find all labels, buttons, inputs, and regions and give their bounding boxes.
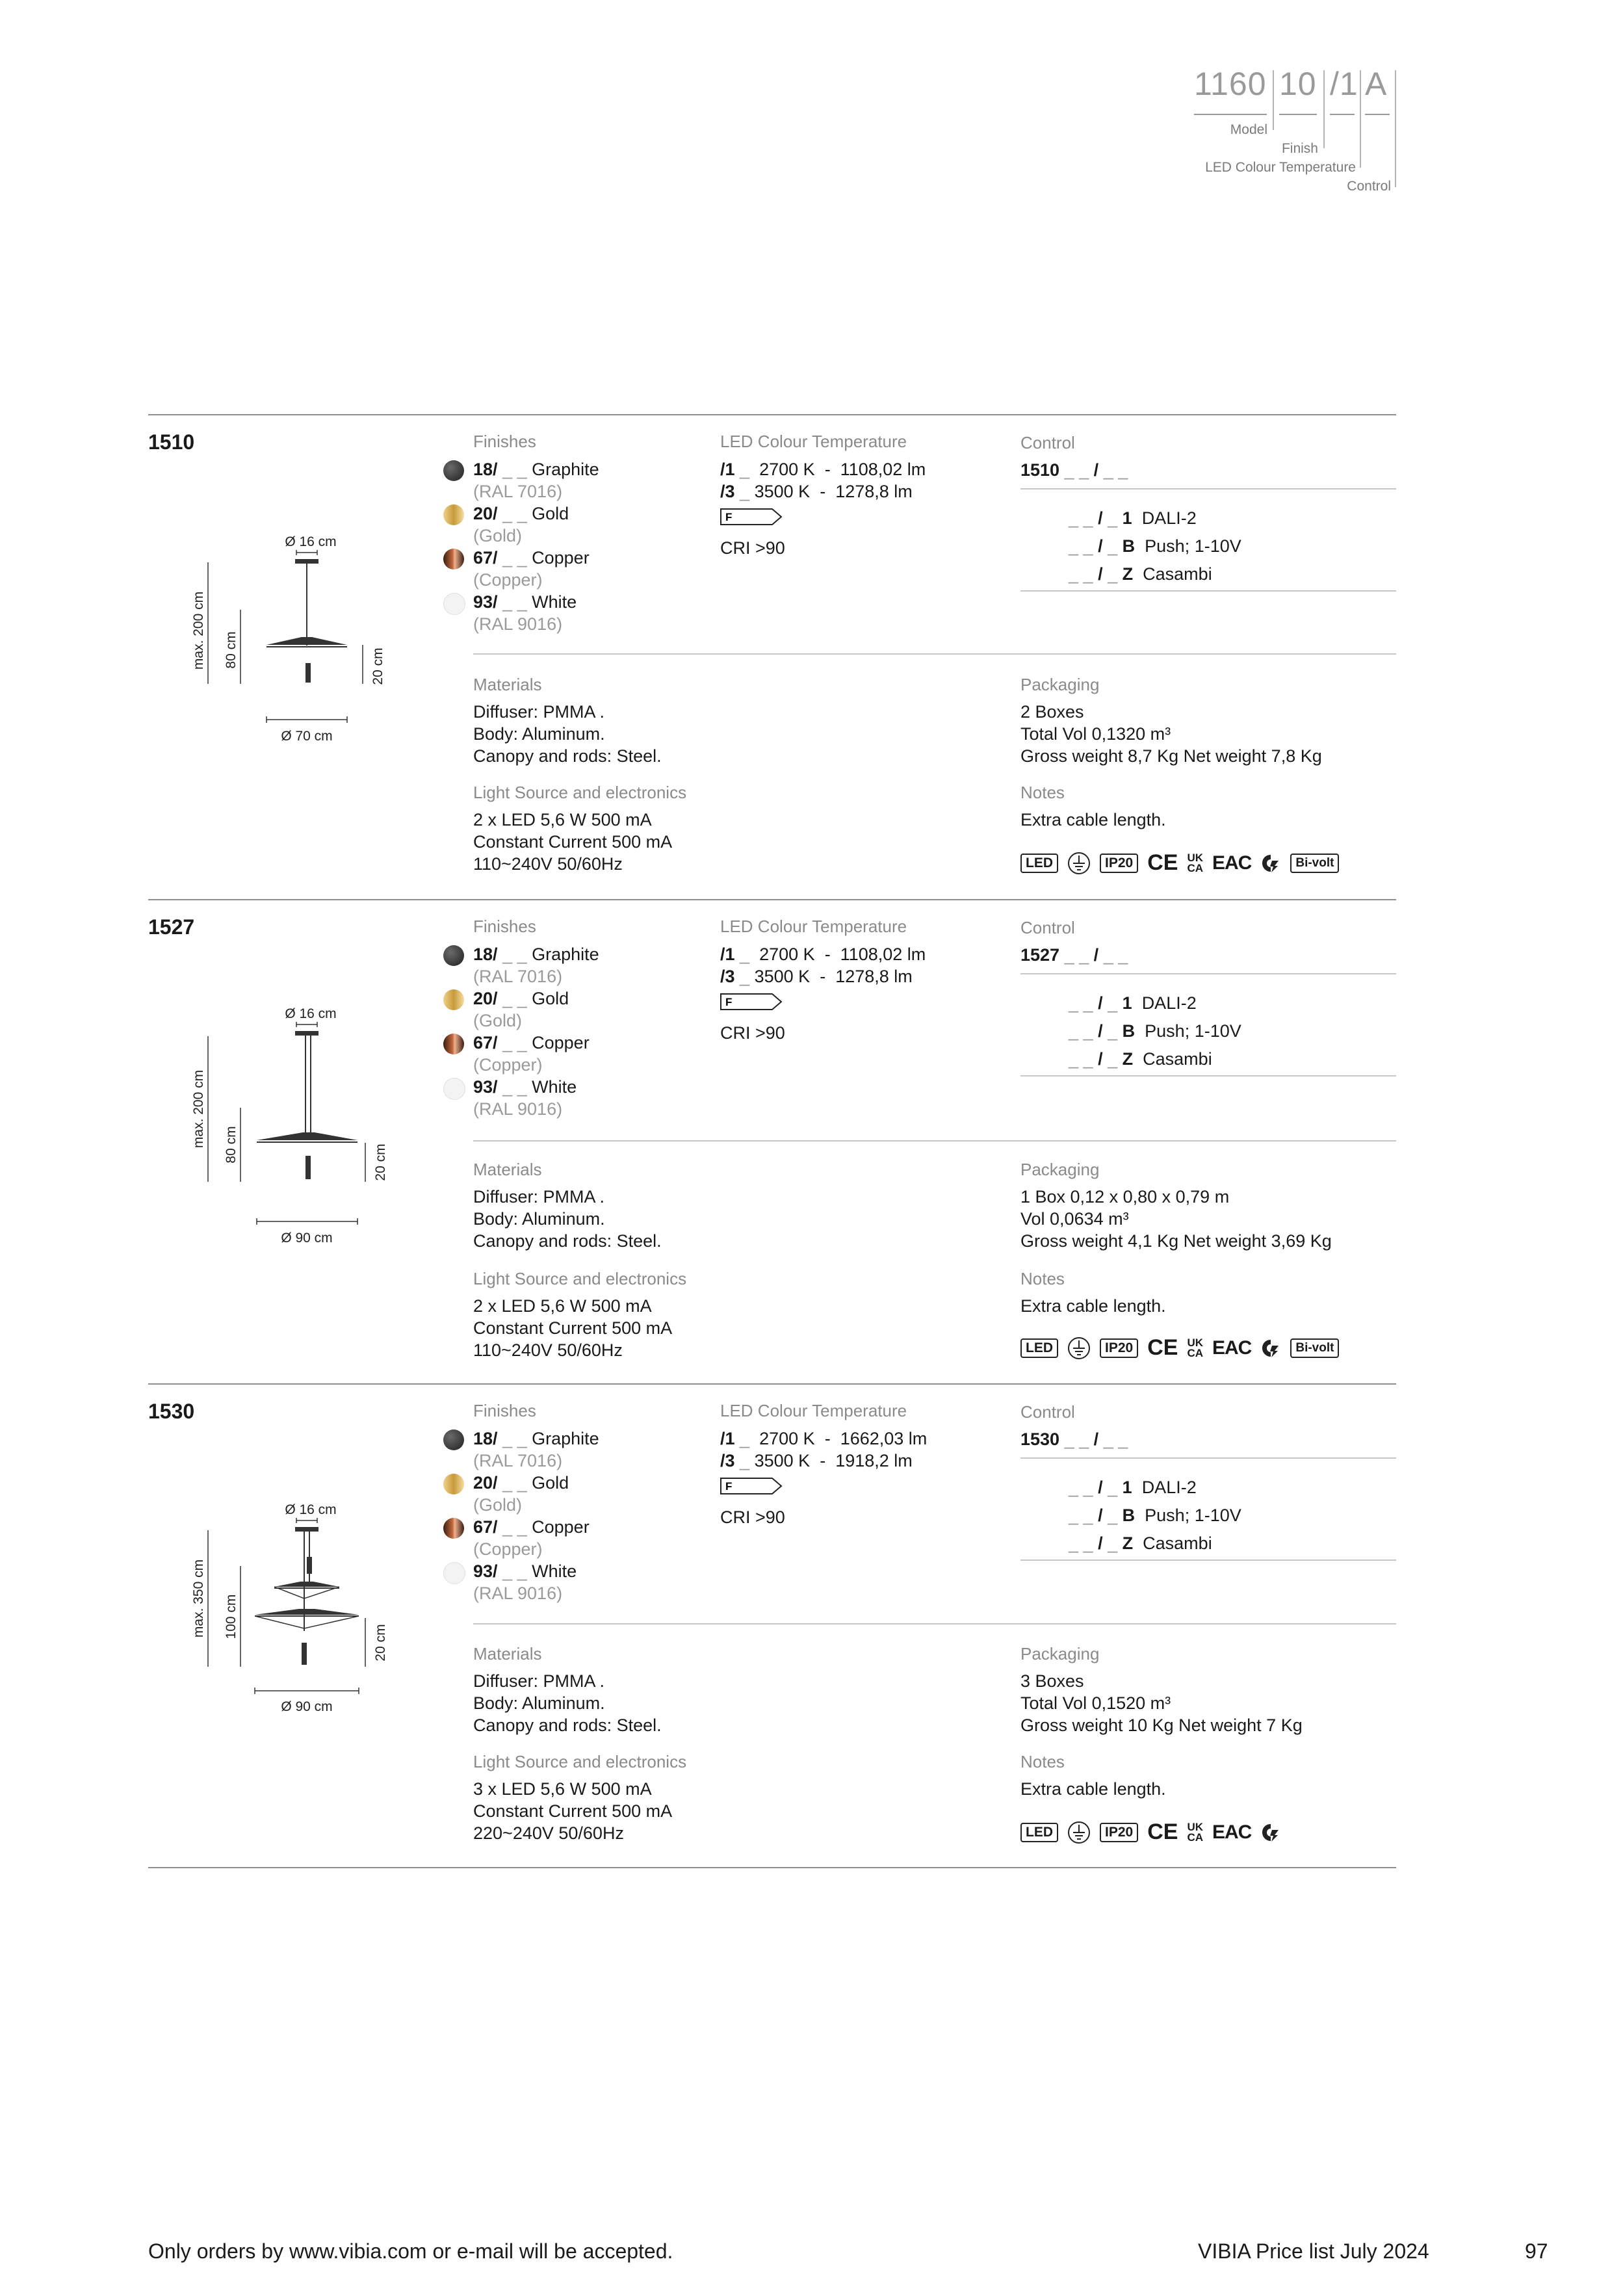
- dim-diameter-label: Ø 70 cm: [281, 729, 333, 744]
- legend-divider: [1273, 70, 1274, 130]
- diffuser: [257, 1132, 357, 1140]
- led-badge: LED: [1020, 1823, 1058, 1842]
- light-source-line: 2 x LED 5,6 W 500 mA: [473, 1296, 652, 1316]
- led-option: /1 _ 2700 K - 1108,02 lm: [720, 460, 926, 479]
- legend-finish: Finish: [1281, 141, 1318, 156]
- ground-icon: [1067, 852, 1091, 875]
- finish-copper: 67/ _ _ Copper: [473, 1033, 590, 1052]
- energy-class-label: F: [725, 511, 733, 523]
- finish-gold-sub: (Gold): [473, 526, 523, 545]
- code-model: 1160: [1194, 66, 1267, 102]
- finish-graphite: 18/ _ _ Graphite: [473, 945, 599, 964]
- finishes-label: Finishes: [473, 432, 536, 451]
- led-option: /3 _ 3500 K - 1278,8 lm: [720, 967, 913, 986]
- dim-canopy-label: Ø 16 cm: [285, 1006, 337, 1021]
- material-line: Diffuser: PMMA .: [473, 1671, 605, 1691]
- finishes-label: Finishes: [473, 917, 536, 936]
- control-option: _ _ / _ Z Casambi: [1069, 1533, 1212, 1553]
- control-divider: [1020, 1559, 1396, 1561]
- energy-efficiency-icon: [1260, 1822, 1281, 1843]
- energy-efficiency-icon: [1260, 853, 1281, 874]
- footer-order-note: Only orders by www.vibia.com or e-mail will be accepted.: [148, 2239, 673, 2263]
- dim-diameter-label: Ø 90 cm: [281, 1231, 333, 1246]
- code-led: /1: [1330, 66, 1358, 102]
- canopy: [295, 1031, 318, 1036]
- material-line: Body: Aluminum.: [473, 724, 605, 744]
- diffuser: [274, 1582, 339, 1587]
- light-source-line: Constant Current 500 mA: [473, 1318, 673, 1338]
- light-source-line: 220~240V 50/60Hz: [473, 1823, 624, 1843]
- pendant-drawing: [175, 533, 409, 748]
- control-option: _ _ / _ Z Casambi: [1069, 564, 1212, 584]
- section-divider: [148, 1867, 1396, 1868]
- packaging-label: Packaging: [1020, 1644, 1100, 1663]
- light-source-line: Constant Current 500 mA: [473, 832, 673, 852]
- packaging-line: Vol 0,0634 m³: [1020, 1209, 1129, 1229]
- section-inner-divider: [473, 653, 1396, 655]
- finish-white-ral: (RAL 9016): [473, 1584, 563, 1603]
- section-inner-divider: [473, 1140, 1396, 1141]
- finish-white: 93/ _ _ White: [473, 1077, 577, 1097]
- finish-graphite-ral: (RAL 7016): [473, 1451, 563, 1470]
- led-option: /3 _ 3500 K - 1918,2 lm: [720, 1451, 913, 1470]
- ce-mark: CE: [1147, 1820, 1178, 1844]
- page-number: 97: [1525, 2239, 1548, 2263]
- material-line: Canopy and rods: Steel.: [473, 746, 662, 766]
- certification-icons: [1020, 1820, 1281, 1845]
- section-inner-divider: [473, 1623, 1396, 1624]
- certification-icons: [1020, 850, 1339, 876]
- light-source: [305, 1156, 311, 1179]
- led-label: LED Colour Temperature: [720, 1401, 907, 1420]
- notes-text: Extra cable length.: [1020, 1296, 1166, 1316]
- dim-canopy-label: Ø 16 cm: [285, 1502, 337, 1517]
- dim-side-label: 20 cm: [373, 1624, 388, 1662]
- material-line: Body: Aluminum.: [473, 1209, 605, 1229]
- ground-icon: [1067, 1337, 1091, 1360]
- copper-swatch: [443, 1034, 464, 1054]
- led-label: LED Colour Temperature: [720, 432, 907, 451]
- packaging-label: Packaging: [1020, 675, 1100, 694]
- product-section: [0, 901, 1623, 1382]
- control-divider: [1020, 590, 1396, 592]
- product-section: [0, 416, 1623, 897]
- ce-mark: CE: [1147, 1335, 1178, 1360]
- dim-side-label: 20 cm: [370, 647, 385, 685]
- legend-underline: [1330, 114, 1355, 115]
- control-option: _ _ / _ Z Casambi: [1069, 1049, 1212, 1069]
- legend-underline: [1194, 114, 1267, 115]
- graphite-swatch: [443, 945, 464, 966]
- legend-divider: [1360, 70, 1361, 168]
- eac-mark: EAC: [1212, 1821, 1252, 1843]
- graphite-swatch: [443, 460, 464, 481]
- dim-side-label: 20 cm: [373, 1143, 388, 1181]
- ip20-badge: IP20: [1100, 1823, 1138, 1842]
- graphite-swatch: [443, 1429, 464, 1450]
- light-source-line: 110~240V 50/60Hz: [473, 1340, 623, 1360]
- energy-efficiency-icon: [1260, 1338, 1281, 1359]
- led-badge: LED: [1020, 854, 1058, 873]
- finish-graphite: 18/ _ _ Graphite: [473, 460, 599, 479]
- gold-swatch: [443, 1474, 464, 1494]
- finish-white-ral: (RAL 9016): [473, 614, 563, 634]
- bivolt-badge: Bi-volt: [1290, 1338, 1339, 1358]
- control-option: _ _ / _ 1 DALI-2: [1069, 993, 1197, 1013]
- control-option: _ _ / _ 1 DALI-2: [1069, 1478, 1197, 1497]
- legend-control: Control: [1347, 179, 1391, 194]
- control-code: 1530 _ _ / _ _: [1020, 1429, 1128, 1449]
- white-swatch: [443, 1562, 465, 1584]
- section-divider: [148, 899, 1396, 900]
- energy-class-label: F: [725, 996, 733, 1008]
- control-option: _ _ / _ B Push; 1-10V: [1069, 1506, 1241, 1525]
- control-label: Control: [1020, 433, 1075, 452]
- code-control: A: [1365, 66, 1388, 102]
- finish-gold: 20/ _ _ Gold: [473, 504, 569, 523]
- ce-mark: CE: [1147, 850, 1178, 875]
- canopy: [295, 1527, 318, 1532]
- ground-icon: [1067, 1821, 1091, 1844]
- legend-model: Model: [1230, 122, 1267, 137]
- light-source-label: Light Source and electronics: [473, 783, 687, 802]
- legend-underline: [1365, 114, 1390, 115]
- finish-copper: 67/ _ _ Copper: [473, 548, 590, 567]
- light-source-label: Light Source and electronics: [473, 1752, 687, 1771]
- control-label: Control: [1020, 1402, 1075, 1422]
- cri-value: CRI >90: [720, 1507, 785, 1527]
- legend-underline: [1279, 114, 1317, 115]
- model-number: 1527: [148, 915, 195, 939]
- diffuser: [266, 637, 347, 645]
- finish-copper: 67/ _ _ Copper: [473, 1517, 590, 1537]
- finish-copper-sub: (Copper): [473, 1055, 543, 1075]
- code-finish: 10: [1279, 66, 1317, 102]
- pendant-drawing: [175, 1005, 409, 1252]
- finish-white: 93/ _ _ White: [473, 592, 577, 612]
- finish-gold: 20/ _ _ Gold: [473, 1473, 569, 1493]
- section-divider: [148, 414, 1396, 415]
- materials-label: Materials: [473, 1160, 542, 1179]
- packaging-line: 1 Box 0,12 x 0,80 x 0,79 m: [1020, 1187, 1230, 1207]
- led-option: /1 _ 2700 K - 1662,03 lm: [720, 1429, 928, 1448]
- dim-diameter-label: Ø 90 cm: [281, 1699, 333, 1714]
- ukca-mark: UK CA: [1187, 1820, 1203, 1844]
- control-label: Control: [1020, 918, 1075, 937]
- dim-canopy-label: Ø 16 cm: [285, 534, 337, 549]
- materials-label: Materials: [473, 675, 542, 694]
- dim-mid-label: 80 cm: [224, 631, 239, 669]
- section-divider: [148, 1383, 1396, 1385]
- notes-label: Notes: [1020, 1269, 1065, 1288]
- dim-max-label: max. 200 cm: [191, 1069, 206, 1149]
- packaging-line: Gross weight 4,1 Kg Net weight 3,69 Kg: [1020, 1231, 1332, 1251]
- product-section: [0, 1385, 1623, 1866]
- finish-copper-sub: (Copper): [473, 570, 543, 590]
- dim-max-label: max. 350 cm: [191, 1559, 206, 1638]
- model-code-legend: [1183, 65, 1397, 202]
- led-option: /3 _ 3500 K - 1278,8 lm: [720, 482, 913, 501]
- finish-gold-sub: (Gold): [473, 1495, 523, 1515]
- energy-class-label: F: [725, 1480, 733, 1493]
- packaging-label: Packaging: [1020, 1160, 1100, 1179]
- finish-white-ral: (RAL 9016): [473, 1099, 563, 1119]
- light-source: [302, 1643, 307, 1665]
- pendant-drawing: [175, 1501, 409, 1722]
- material-line: Body: Aluminum.: [473, 1693, 605, 1713]
- notes-text: Extra cable length.: [1020, 1779, 1166, 1799]
- copper-swatch: [443, 1518, 464, 1539]
- dim-mid-label: 100 cm: [224, 1594, 239, 1639]
- packaging-line: Total Vol 0,1520 m³: [1020, 1693, 1171, 1713]
- control-option: _ _ / _ 1 DALI-2: [1069, 508, 1197, 528]
- led-label: LED Colour Temperature: [720, 917, 907, 936]
- finish-graphite-ral: (RAL 7016): [473, 482, 563, 501]
- control-divider: [1020, 1457, 1396, 1459]
- light-source: [305, 663, 311, 683]
- canopy: [295, 559, 318, 564]
- ukca-mark: UK CA: [1187, 851, 1203, 874]
- copper-swatch: [443, 549, 464, 569]
- control-option: _ _ / _ B Push; 1-10V: [1069, 536, 1241, 556]
- eac-mark: EAC: [1212, 852, 1252, 874]
- dim-mid-label: 80 cm: [224, 1126, 239, 1164]
- notes-label: Notes: [1020, 783, 1065, 802]
- energy-class-badge: [720, 1478, 783, 1494]
- legend-divider: [1323, 70, 1325, 148]
- light-source-line: 2 x LED 5,6 W 500 mA: [473, 810, 652, 829]
- finish-copper-sub: (Copper): [473, 1539, 543, 1559]
- finish-graphite: 18/ _ _ Graphite: [473, 1429, 599, 1448]
- white-swatch: [443, 1078, 465, 1100]
- bivolt-badge: Bi-volt: [1290, 854, 1339, 873]
- control-divider: [1020, 973, 1396, 974]
- material-line: Canopy and rods: Steel.: [473, 1231, 662, 1251]
- led-option: /1 _ 2700 K - 1108,02 lm: [720, 945, 926, 964]
- notes-label: Notes: [1020, 1752, 1065, 1771]
- finishes-label: Finishes: [473, 1401, 536, 1420]
- dim-max-label: max. 200 cm: [191, 591, 206, 670]
- led-badge: LED: [1020, 1338, 1058, 1358]
- control-divider: [1020, 488, 1396, 489]
- control-divider: [1020, 1075, 1396, 1076]
- light-source-line: Constant Current 500 mA: [473, 1801, 673, 1821]
- packaging-line: 2 Boxes: [1020, 702, 1084, 722]
- model-number: 1530: [148, 1400, 195, 1423]
- footer-brand: VIBIA Price list July 2024: [1198, 2239, 1429, 2263]
- ip20-badge: IP20: [1100, 854, 1138, 873]
- finish-graphite-ral: (RAL 7016): [473, 967, 563, 986]
- model-number: 1510: [148, 430, 195, 454]
- control-code: 1527 _ _ / _ _: [1020, 945, 1128, 965]
- light-source-line: 3 x LED 5,6 W 500 mA: [473, 1779, 652, 1799]
- legend-led: LED Colour Temperature: [1205, 160, 1356, 175]
- gold-swatch: [443, 504, 464, 525]
- notes-text: Extra cable length.: [1020, 810, 1166, 829]
- control-code: 1510 _ _ / _ _: [1020, 460, 1128, 480]
- legend-divider: [1395, 70, 1396, 187]
- diffuser: [255, 1609, 359, 1615]
- light-source-label: Light Source and electronics: [473, 1269, 687, 1288]
- material-line: Canopy and rods: Steel.: [473, 1715, 662, 1735]
- finish-gold: 20/ _ _ Gold: [473, 989, 569, 1008]
- packaging-line: Total Vol 0,1320 m³: [1020, 724, 1171, 744]
- materials-label: Materials: [473, 1644, 542, 1663]
- packaging-line: 3 Boxes: [1020, 1671, 1084, 1691]
- finish-white: 93/ _ _ White: [473, 1561, 577, 1581]
- gold-swatch: [443, 989, 464, 1010]
- white-swatch: [443, 593, 465, 615]
- material-line: Diffuser: PMMA .: [473, 702, 605, 722]
- control-option: _ _ / _ B Push; 1-10V: [1069, 1021, 1241, 1041]
- packaging-line: Gross weight 8,7 Kg Net weight 7,8 Kg: [1020, 746, 1322, 766]
- eac-mark: EAC: [1212, 1337, 1252, 1359]
- ip20-badge: IP20: [1100, 1338, 1138, 1358]
- finish-gold-sub: (Gold): [473, 1011, 523, 1030]
- certification-icons: [1020, 1335, 1339, 1361]
- ukca-mark: UK CA: [1187, 1336, 1203, 1359]
- material-line: Diffuser: PMMA .: [473, 1187, 605, 1207]
- packaging-line: Gross weight 10 Kg Net weight 7 Kg: [1020, 1715, 1303, 1735]
- cri-value: CRI >90: [720, 538, 785, 558]
- cri-value: CRI >90: [720, 1023, 785, 1043]
- energy-class-badge: [720, 993, 783, 1010]
- light-source-line: 110~240V 50/60Hz: [473, 854, 623, 874]
- energy-class-badge: [720, 508, 783, 525]
